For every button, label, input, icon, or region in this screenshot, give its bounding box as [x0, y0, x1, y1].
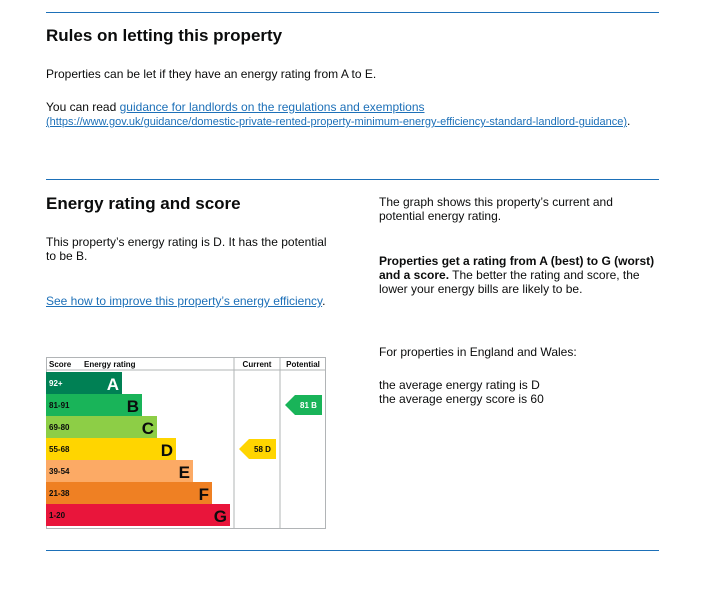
bottom-divider [46, 550, 659, 551]
energy-summary: This property’s energy rating is D. It has the potential to be B. [46, 235, 327, 263]
bands-bold: Properties get a rating from A (best) to G (worst) and a score. [379, 254, 655, 282]
top-divider [46, 12, 659, 13]
rules-intro: Properties can be let if they have an energy rating from A to E. [46, 67, 377, 81]
band-range-d: 55-68 [49, 445, 70, 454]
bands-description [379, 254, 659, 296]
header-score: Score [49, 360, 72, 369]
band-range-e: 39-54 [49, 467, 70, 476]
improve-link[interactable]: See how to improve this property’s energy efficiency [46, 294, 323, 308]
band-bar-f [46, 482, 212, 504]
graph-description: The graph shows this property’s current and potential energy rating. [379, 195, 613, 223]
band-range-a: 92+ [49, 379, 63, 388]
energy-rating-graph [46, 357, 326, 529]
band-letter-e: E [178, 463, 190, 482]
guidance-end: . [627, 114, 631, 128]
average-score: the average energy score is 60 [379, 392, 544, 406]
band-letter-b: B [126, 397, 139, 416]
middle-divider [46, 179, 659, 180]
improve-paragraph [46, 294, 331, 308]
rules-heading: Rules on letting this property [46, 26, 283, 45]
region-text: For properties in England and Wales: [379, 345, 577, 359]
band-range-g: 1-20 [49, 511, 66, 520]
band-letter-f: F [198, 485, 209, 504]
energy-heading: Energy rating and score [46, 194, 241, 213]
header-energy-rating: Energy rating [84, 360, 136, 369]
bands-rest: The better the rating and score, the lower your energy bills are likely to be. [379, 268, 640, 296]
header-potential: Potential [286, 360, 320, 369]
header-current: Current [242, 360, 272, 369]
current-rating-label: 58 D [254, 445, 271, 454]
guidance-prefix: You can read [46, 100, 120, 114]
energy-rating-chart [46, 357, 326, 529]
band-bar-g [46, 504, 230, 526]
improve-end: . [322, 294, 326, 308]
band-letter-g: G [213, 507, 227, 526]
band-range-c: 69-80 [49, 423, 70, 432]
band-range-b: 81-91 [49, 401, 70, 410]
rules-guidance [46, 100, 656, 129]
average-rating: the average energy rating is D [379, 378, 540, 392]
guidance-link[interactable]: guidance for landlords on the regulations and exemptions [119, 100, 425, 114]
band-range-f: 21-38 [49, 489, 70, 498]
potential-rating-label: 81 B [300, 401, 317, 410]
band-letter-c: C [141, 419, 154, 438]
band-letter-d: D [160, 441, 173, 460]
band-letter-a: A [106, 375, 119, 394]
guidance-url-link[interactable]: (https://www.gov.uk/guidance/domestic-private-rented-property-minimum-energy-efficiency-standard-landlord-guidance) [46, 116, 628, 128]
